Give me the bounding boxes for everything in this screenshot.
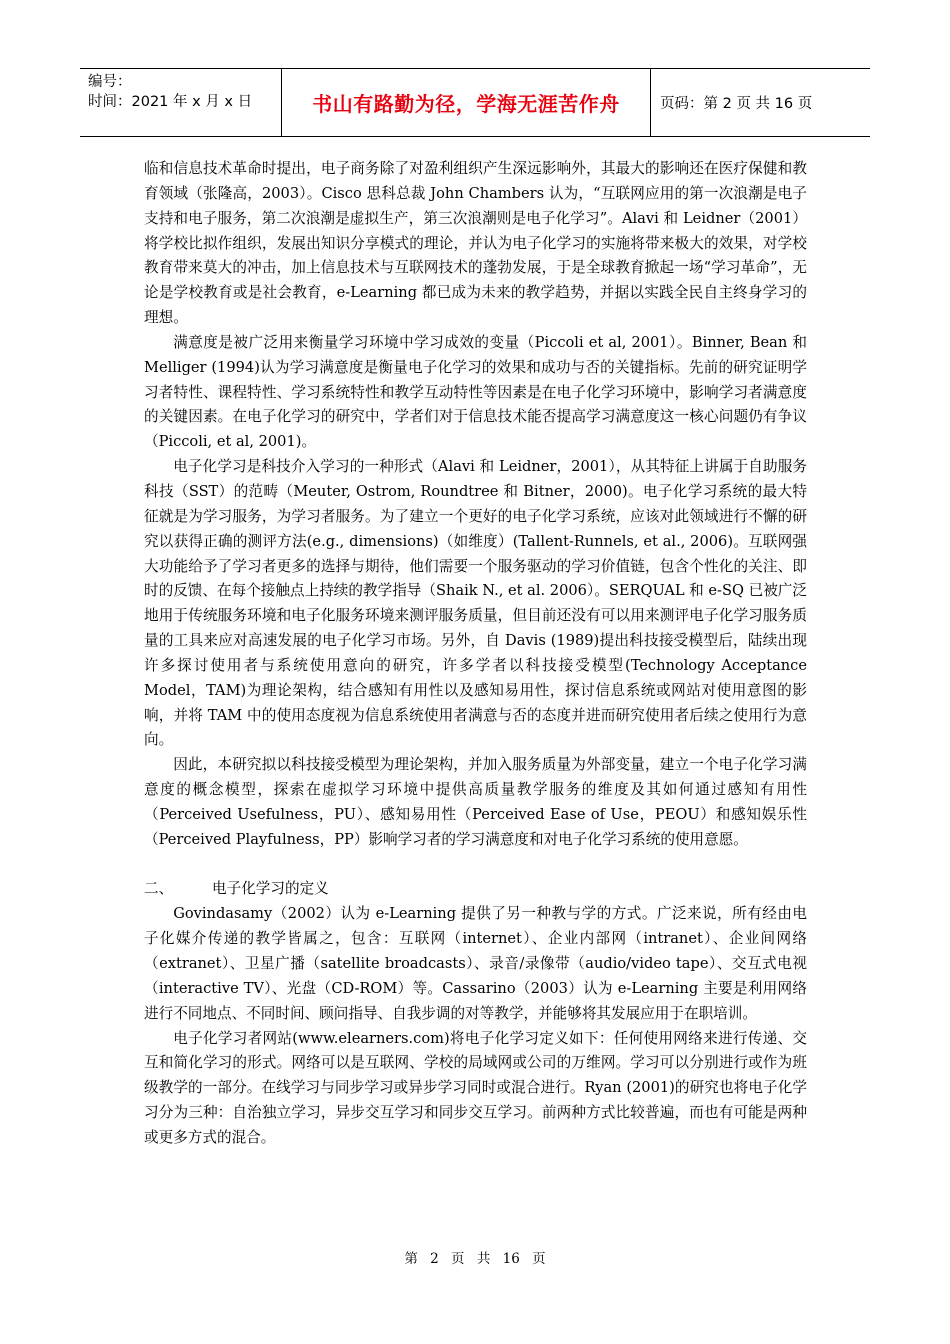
paragraph-6: 电子化学习者网站(www.elearners.com)将电子化学习定义如下：任何使用网络来进行传递、交互和简化学习的形式。网络可以是互联网、学校的局域网或公司的万维网。学习可以分别进行或作为班级教学的一部分。在线学习与同步学习或异步学习同时或混合进行。Ryan (2001)的研究也将电子化学习分为三种：自治独立学习，异步交互学习和同步交互学习。前两种方式比较普遍，而也有可能是两种或更多方式的混合。 — [144, 1029, 807, 1146]
footer-page-number: 2 — [430, 1251, 439, 1267]
page-footer — [0, 1247, 950, 1267]
date-label: 时间：2021 年 x 月 x 日 — [88, 94, 253, 110]
document-number-label: 编号： — [88, 74, 132, 90]
footer-ye: 页 — [451, 1251, 465, 1267]
header-left-cell — [80, 69, 281, 136]
paragraph-1: 临和信息技术革命时提出，电子商务除了对盈利组织产生深远影响外，其最大的影响还在医疗保健和教育领域（张隆高，2003）。Cisco 思科总裁 John Chambers 认为，“互联网应用的第一次浪潮是电子支持和电子服务，第二次浪潮是虚拟生产，第三次浪潮则是电子化学习”。Alavi 和 Leidner（2001）将学校比拟作组织，发展出知识分享模式的理论，并认为电子化学习的实施将带来极大的效果，对学校教育带来莫大的冲击，加上信息技术与互联网技术的蓬勃发展，于是全球教育掀起一场“学习革命”，无论是学校教育或是社会教育，e-Learning 都已成为未来的教学趋势，并据以实践全民自主终身学习的理想。 — [144, 160, 807, 327]
paragraph-2: 满意度是被广泛用来衡量学习环境中学习成效的变量（Piccoli et al, 2001）。Binner, Bean 和 Melliger (1994)认为学习满意度是衡量电子化学习的效果和成功与否的关键指标。先前的研究证明学习者特性、课程特性、学习系统特性和教学互动特性等因素是在电子化学习环境中，影响学习者满意度的关键因素。在电子化学习的研究中，学者们对于信息技术能否提高学习满意度这一核心问题仍有争议（Piccoli, et al, 2001)。 — [144, 333, 807, 451]
blank-line — [144, 853, 807, 878]
page-info: 页码：第 2 页 共 16 页 — [660, 96, 813, 112]
footer-ye2: 页 — [532, 1251, 546, 1267]
header-page-cell — [651, 69, 870, 136]
page-header — [80, 68, 870, 137]
paragraph-5: Govindasamy（2002）认为 e-Learning 提供了另一种教与学的方式。广泛来说，所有经由电子化媒介传递的教学皆属之，包含：互联网（internet）、企业内部网（intranet）、企业间网络（extranet）、卫星广播（satellite broadcasts）、录音/录像带（audio/video tape）、交互式电视（interactive TV）、光盘（CD-ROM）等。Cassarino（2003）认为 e-Learning 主要是利用网络进行不同地点、不同时间、顾问指导、自我步调的对等教学，并能够将其发展应用于在职培训。 — [144, 905, 807, 1022]
footer-gong: 共 — [476, 1251, 491, 1267]
section-number: 二、 — [144, 880, 174, 898]
header-motto-cell — [281, 69, 651, 136]
section-heading — [144, 877, 807, 902]
document-body — [144, 157, 807, 1151]
paragraph-3: 电子化学习是科技介入学习的一种形式（Alavi 和 Leidner，2001），从其特征上讲属于自助服务科技（SST）的范畴（Meuter, Ostrom, Roundtree 和 Bitner，2000)。电子化学习系统的最大特征就是为学习服务，为学习者服务。为了建立一个更好的电子化学习系统，应该对此领域进行不懈的研究以获得正确的测评方法(e.g., dimensions)（如维度）(Tallent-Runnels, et al., 2006)。互联网强大功能给予了学习者更多的选择与期待，他们需要一个服务驱动的学习价值链，包含个性化的关注、即时的反馈、在每个接触点上持续的教学指导（Shaik N., et al. 2006）。SERQUAL 和 e-SQ 已被广泛地用于传统服务环境和电子化服务环境来测评服务质量，但目前还没有可以用来测评电子化学习服务质量的工具来应对高速发展的电子化学习市场。另外，自 Davis (1989)提出科技接受模型后，陆续出现许多探讨使用者与系统使用意向的研究，许多学者以科技接受模型(Technology Acceptance Model，TAM)为理论架构，结合感知有用性以及感知易用性，探讨信息系统或网站对使用意图的影响，并将 TAM 中的使用态度视为信息系统使用者满意与否的态度并进而研究使用者后续之使用行为意向。 — [144, 458, 807, 749]
footer-di: 第 — [404, 1251, 418, 1267]
section-title: 电子化学习的定义 — [212, 880, 329, 898]
paragraph-4: 因此，本研究拟以科技接受模型为理论架构，并加入服务质量为外部变量，建立一个电子化学习满意度的概念模型，探索在虚拟学习环境中提供高质量教学服务的维度及其如何通过感知有用性（Perceived Usefulness，PU）、感知易用性（Perceived Ease of Use，PEOU）和感知娱乐性（Perceived Playfulness，PP）影响学习者的学习满意度和对电子化学习系统的使用意愿。 — [144, 756, 807, 848]
motto-text: 书山有路勤为径，学海无涯苦作舟 — [312, 92, 620, 116]
footer-total-pages: 16 — [502, 1251, 520, 1267]
